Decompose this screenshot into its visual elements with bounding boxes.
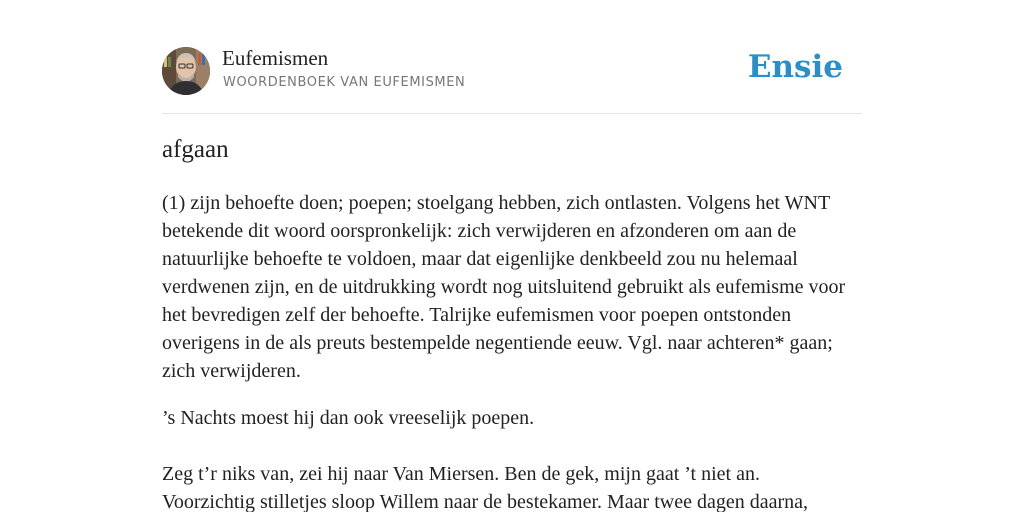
avatar-image: [162, 47, 210, 95]
page-container: [162, 0, 862, 512]
author-name[interactable]: Eufemismen: [222, 46, 329, 70]
author-subtitle[interactable]: WOORDENBOEK VAN EUFEMISMEN: [223, 75, 466, 90]
entry-definition: (1) zijn behoefte doen; poepen; stoelgang hebben, zich ontlasten. Volgens het WNT betekende dit woord oorspronkelijk: zich verwijderen en afzonderen om aan de natuurlijke behoefte te voldoen, maar dat eigenlijke denkbeeld zou nu helemaal verdwenen zijn, en de uitdrukking wordt nog uitsluitend gebruikt als eufemisme voor het bevredigen zelf der behoefte. Talrijke eufemismen voor poepen ontstonden overigens in de als preuts bestempelde negentiende eeuw. Vgl. naar achteren* gaan; zich verwijderen.: [162, 192, 846, 382]
header: [162, 0, 862, 114]
entry-quote-continued: [162, 460, 872, 512]
entry-term: afgaan: [162, 136, 229, 163]
quote-line: Voorzichtig stilletjes sloop Willem naar de bestekamer. Maar twee dagen daarna,: [162, 491, 809, 512]
ensie-logo[interactable]: Ensie: [747, 49, 843, 85]
avatar[interactable]: [162, 47, 210, 95]
entry-quote: ’s Nachts moest hij dan ook vreeselijk poepen.: [162, 407, 535, 429]
quote-line: Zeg t’r niks van, zei hij naar Van Miersen. Ben de gek, mijn gaat ’t niet an.: [162, 463, 760, 485]
